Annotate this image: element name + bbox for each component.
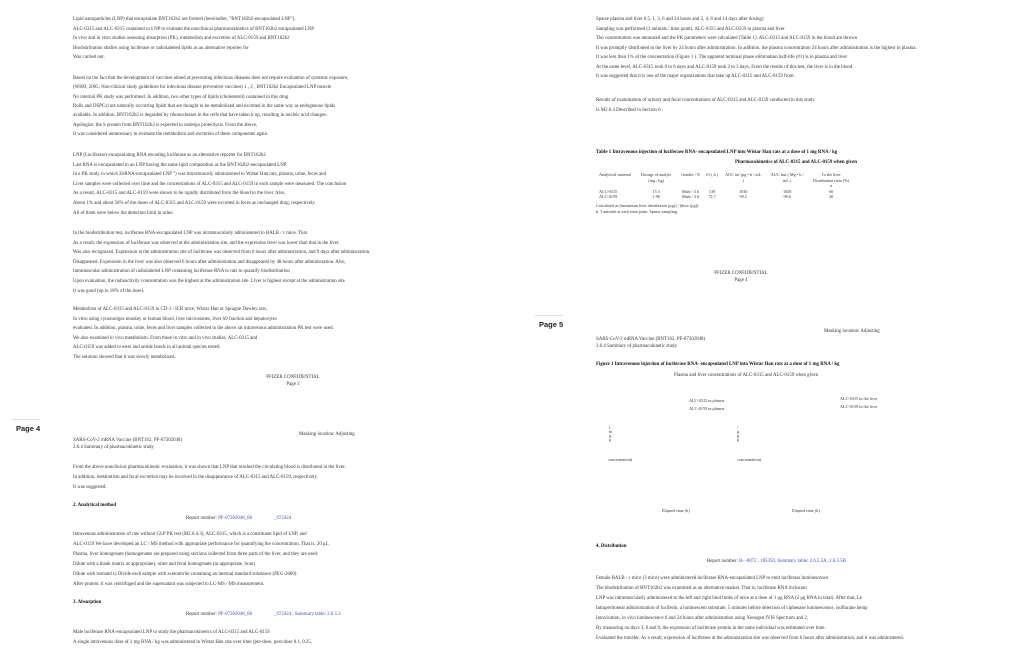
intro-line: ALC-0315 and ALC-0315 contained in LNP to evaluate the nonclinical pharmacokinetics of BNT162b2 encapsulated LNP	[73, 26, 315, 32]
y-axis-label-right: concentration)	[737, 457, 762, 462]
biodistribution-line: In the biodistribution test, luciferase RNA-encapsulated LNP was intramuscularly administered to BALB / c mice. That	[73, 231, 308, 236]
luciferase-pk-line: Last RNA is encapsulated in an LNP having the same lipid composition as the BNT162b2-encapsulated LNP.	[73, 162, 288, 168]
figure1-subtitle-text: Plasma and liver concentrations of ALC-0315 and ALC-0159 when given	[673, 373, 819, 378]
legend-left-1: ALC-0315 in plasma	[689, 398, 725, 403]
pk-table-cell: Male / 3 b	[681, 188, 700, 194]
sampling-line: It was less than 1% of the concentration (Figure 1 ). The apparent terminal phase elimination half-life (t½) is in plasma and liver	[596, 55, 848, 60]
distribution-line: Intraperitoneal administration of luciferin, a luminescent substrate, 5 minutes before detection of ciphenase luminescence, isoflurane hemp	[596, 606, 868, 611]
distribution-heading: 4. Distribution	[596, 544, 627, 549]
report-number-1	[186, 516, 291, 522]
distribution-line: Evaluated the transfer. As a result, expression of luciferase at the administration site was observed from 6 hours after administration, and it was administered.	[596, 636, 904, 641]
pk-table-header-cell: Gender / N	[681, 172, 700, 177]
page-4-label: Page 4	[16, 424, 41, 433]
figure1-subtitle	[596, 373, 896, 379]
luciferase-pk-line: Liver samples were collected over time and the concentrations of ALC-0315 and ALC-0159 in each sample were measured. The conclusion	[73, 181, 347, 187]
metabolism-line: evaluated. In addition, plasma, urine, feces and liver samples collected in the above rat intravenous administration PK test were used.	[73, 326, 334, 332]
sampling-line: The concentration was measured and the PK parameters were calculated (Table 1). ALC-0315 and ALC-0159 in the blood are thrown	[596, 36, 858, 41]
analytical-line: ALC-0159 We have developed an LC / MS method with appropriate performance for quantifying the concentration. That is, 20 μL	[73, 542, 329, 547]
pk-table-header-cell: AUC last ( Mg • h / mL )	[770, 172, 804, 183]
analytical-line: After protein, it was centrifuged and the supernatant was subjected to LC-MS / MS measurement.	[73, 582, 265, 587]
analytical-line: Dilute with isomatrix) Divide each sample with acetonitrile containing an internal standard substance (PEG-2000)	[73, 572, 297, 577]
page-4-rule	[12, 419, 40, 420]
intro-line: Lipid nanoparticles (LNP) that encapsulate BNT162b2 are formed (hereinafter, "BNT162b2-encapsulated LNP").	[73, 17, 296, 22]
report-link-1[interactable]: PF-07302048_06	[218, 516, 253, 521]
luciferase-pk-line: All of them were below the detection limit in urine.	[73, 210, 174, 216]
metabolism-line: In vitro using cynomolgus monkey or human blood, liver microsomes, liver S9 fraction and hepatocytes	[73, 316, 277, 322]
p5-header-line-2: 2.6.4 Summary of pharmacokinetic study	[596, 344, 677, 349]
distribution-line: Intoxication, in vivo luminescence 6 and 24 hours after administration using Xenogen IVIS Spectrum and 2,	[596, 616, 809, 621]
metabolism-line: The solution showed that it was slowly metabolized.	[73, 355, 176, 360]
p4-header-line-1: SARS-CoV-2 mRNA Vaccine (BNT162, PF-07302048)	[73, 438, 183, 443]
intro-line: Biodistribution studies using luciferase or radiolabeled lipids as an alternative reporter for	[73, 45, 249, 51]
report-link-2[interactable]: PF-07302048_06	[218, 612, 253, 617]
exposure-line: Apologize, the S protein from BNT162b2 is expected to undergo proteolysis. From the above,	[73, 122, 258, 128]
masking-location-p4: Masking location: Adjusting	[299, 432, 355, 437]
p4-summary-line: In addition, metabolism and fecal excretion may be involved in the disappearance of ALC-0315 and ALC-0159, respectively.	[73, 475, 318, 480]
pk-table-cell: 20	[829, 194, 834, 199]
table1-note-2: b. 3 animals at each time point. Sparse sampling.	[596, 209, 678, 214]
analytical-line: Dilute with a blank matrix as appropriate), urine and fecal homogenate (as appropriate, bran)	[73, 562, 255, 567]
report-suffix-2: _072424 , Summary table: 2.6.5.3	[274, 612, 341, 617]
pk-table-cell: 139	[708, 188, 716, 194]
pk-table-header-row	[596, 172, 853, 189]
absorption-heading: 3. Absorption	[73, 600, 102, 605]
footer-confidential-left: PFIZER CONFIDENTIAL	[266, 375, 320, 380]
masking-location-p5: Masking location: Adjusting	[824, 329, 880, 334]
absorption-line: Male luciferase RNA-encapsulated LNP to study the pharmacokinetics of ALC-0315 and ALC-0159	[73, 630, 270, 635]
luciferase-pk-line: In a PK study in which ZeRNA-encapsulated LNP ") was intravenously administered to Wistar Han rats, plasma, urine, feces and	[73, 172, 327, 178]
intro-line: Was carried out.	[73, 55, 105, 60]
pk-table-header-cell: t½ ( h )	[705, 172, 719, 177]
report-number-prefix: Report number:	[186, 612, 219, 617]
exposure-line: Based on the fact that the development of vaccines aimed at preventing infectious diseases does not require evaluation of systemic exposure,	[73, 76, 349, 81]
report-suffix-1: _072424	[274, 516, 292, 521]
y-axis-label-left: concentration)	[608, 457, 633, 462]
biodistribution-line: Disappeared. Expression in the liver was also observed 6 hours after administration and disappeared by 48 hours after administration. Also,	[73, 259, 346, 265]
pk-table-header-cell: AUC inf (μg • h / mL )	[725, 172, 762, 183]
exposure-line: Rolls and DSPCs) are naturally occurring lipids that are thought to be metabolized and excreted in the same way as endogenous lipids	[73, 103, 336, 109]
report-number-2	[186, 612, 341, 618]
pk-table-cell: 15.3	[652, 188, 660, 194]
distribution-line: Female BALB / c mice (3 mice) were administered luciferase RNA-encapsulated LNP to emit luciferase luminescence.	[596, 576, 830, 581]
biodistribution-line: Intramuscular administration of radiolabeled LNP containing luciferase RNA to rats to quantify biodistribution	[73, 269, 290, 275]
figure1-title: Figure 1 Intravenous injection of luciferase RNA- encapsulated LNP into Wistar Han rats at a dose of 1 mg RNA / kg	[596, 362, 840, 367]
report-number-3	[707, 559, 846, 565]
legend-left-2: ALC-0159 in plasma	[689, 406, 725, 411]
table1-title: Table 1 Intravenous injection of luciferase RNA- encapsulated LNP into Wistar Han rats at a dose of 1 mg RNA / kg	[596, 150, 838, 155]
pk-table-cell: Male / 3 b	[681, 194, 700, 199]
biodistribution-line: As a result, the expression of luciferase was observed at the administration site, and the expression level was lower than that in the liver.	[73, 240, 340, 246]
sampling-line: It was suggested that it is one of the major organizations that take up ALC-0315 and ALC-0159 from.	[596, 74, 795, 79]
pk-table-cell: 1.96	[652, 194, 660, 199]
luciferase-pk-line: About 1% and about 50% of the doses of ALC-0315 and ALC-0159 were excreted in feces as unchanged drug, respectively.	[73, 201, 316, 206]
biodistribution-line: Was also recognized. Expression at the administration site of luciferase was observed from 6 hours after administration, and 9 days after administration.	[73, 250, 371, 256]
left-document-column	[73, 0, 513, 663]
pk-table-cell: 60	[829, 188, 834, 194]
table1-note-1: Calculated as [maximum liver distribution (μg)] / [dose (μg)]	[596, 203, 699, 208]
pk-table-cell: 98.6	[783, 194, 791, 199]
report-number-prefix: Report number:	[186, 516, 219, 521]
pk-table-row	[596, 194, 853, 200]
pk-table-cell: 1030	[738, 188, 748, 194]
distribution-line: LNP was intramuscularly administered to the left and right hind limbs of mice at a dose of 1 μg RNA (2 μg RNA in total). After that, Le	[596, 596, 862, 601]
sampling-line: At the same level, ALC-0315 took 6 to 8 days and ALC-0159 took 2 to 3 days. From the results of this test, the liver is in the blood	[596, 64, 853, 70]
urinary-line: Is M2.6.4 Described in Section 6 .	[596, 107, 663, 113]
legend-right-2: ALC-0159 in the liver	[840, 404, 878, 409]
metabolism-line: ALC-0159 was added to ester and amide bonds in all animal species tested.	[73, 345, 221, 351]
p4-header-line-2: 2.6.4 Summary of pharmacokinetic study	[73, 445, 154, 450]
p5-header-line-1: SARS-CoV-2 mRNA Vaccine (BNT162, PF-07302048)	[596, 337, 706, 342]
pk-table-header-cell: To the liver Distribution ratio (%) a	[813, 172, 850, 188]
pk-table-cell: 99.2	[739, 194, 747, 199]
table1-subtitle: Pharmacokinetics of ALC-0315 and ALC-0159 when given	[735, 160, 857, 165]
pk-table	[596, 172, 853, 200]
y-axis-glyphs-right: / g g µ	[737, 425, 740, 442]
metabolism-line: We also examined in vivo metabolism. From these in vitro and in vivo studies, ALC-0315 and	[73, 335, 258, 341]
exposure-line: No internal PK study was performed. In addition, two other types of lipids (cholesterol) contained in this drug	[73, 94, 289, 100]
report-number-prefix: Report number:	[707, 559, 740, 564]
figure1-panels	[596, 396, 1014, 514]
luciferase-pk-line: As a result, ALC-0315 and ALC-0159 were shown to be rapidly distributed from the blood to the liver. Also,	[73, 191, 286, 197]
intro-line: In vivo and in vitro studies assessing absorption (PK), metabolism and excretion of ALC-0159 and BNT162b2	[73, 36, 290, 41]
report-link-3[interactable]: R- -0072 , 185350, Summary table: 2.6.5.5A, 2.6.5.5B	[739, 559, 846, 564]
absorption-line: A single intravenous dose of 1 mg RNA / kg was administered to Wistar Han rats over time (pre-dose, post-dose 0.1, 0.25,	[73, 640, 313, 645]
page-5-rule	[535, 315, 563, 316]
page-5-label: Page 5	[539, 320, 564, 329]
sampling-line: Sampling was performed (3 animals / time point). ALC-0315 and ALC-0159 in plasma and liver	[596, 26, 785, 32]
exposure-line: It was considered unnecessary to evaluate the metabolism and excretion of these components again.	[73, 131, 269, 137]
urinary-line: Results of examination of urinary and fecal concentrations of ALC-0315 and ALC-0159 conducted in this study	[596, 98, 815, 103]
sampling-line: It was promptly distributed to the liver by 24 hours after administration. In addition, the plasma concentration 24 hours after administration is the highest in plasma.	[596, 45, 917, 51]
p4-summary-line: It was suggested.	[73, 485, 107, 490]
right-document-column	[596, 0, 1014, 663]
y-axis-glyphs-left: l m g µ	[609, 425, 613, 442]
p4-summary-line: From the above nonclinical pharmacokinetic evaluation, it was shown that LNP that reached the circulating blood is distributed in the liver.	[73, 465, 346, 470]
pk-table-cell: 72.7	[708, 194, 716, 199]
analytical-line: Intravenous administration of rats without GLP PK test (M2.6.4.3), ALC-0315, which is a constituent lipid of LNP, and	[73, 532, 307, 537]
analytical-line: Plasma, liver homogenate (homogenates are prepared using sections collected from three parts of the liver, and they are used.	[73, 552, 319, 557]
legend-right-1: ALC-0315 in the liver	[840, 396, 878, 401]
pk-table-cell: ALC-0315	[599, 188, 618, 194]
biodistribution-line: It was good (up to 18% of the dose).	[73, 288, 145, 294]
luciferase-pk-line: LNP (Luciferase) encapsulating RNA encoding luciferase as an alternative reporter for BNT162b2	[73, 153, 266, 158]
biodistribution-line: Upon evaluation, the radioactivity concentration was the highest at the administration site. Liver is highest except at the administration site	[73, 279, 345, 284]
exposure-line: available. In addition, BNT162b2 is degraded by ribonucleases in the cells that have taken it up, resulting in nucleic acid changes.	[73, 113, 328, 119]
pk-table-header-cell: Analytical material	[599, 172, 632, 177]
sampling-line: Sparse plasma and liver 0.5, 1, 3, 6 and 24 hours and 2, 4, 8 and 14 days after dosing)	[596, 17, 764, 22]
x-axis-label-left: Elapsed time (h)	[662, 508, 690, 513]
metabolism-line: Metabolism of ALC-0315 and ALC-0159 in CD-1 / ICR mice, Wistar Han or Sprague Dawley rats,	[73, 307, 268, 312]
footer-page-left: Page 3	[286, 382, 300, 387]
analytical-method-heading: 2. Analytical method	[73, 503, 117, 508]
pk-table-cell: 1020	[782, 188, 792, 194]
exposure-line: (WHO, 2005; Non-clinical study guidelines for infectious disease preventive vaccines) 1 , 2 , BNT162b2 Encapsulated LNP muscle	[73, 85, 332, 91]
x-axis-label-right: Elapsed time (h)	[792, 508, 820, 513]
distribution-line: By measuring on days 3, 6 and 9, the expression of luciferase protein in the same individual was estimated over time.	[596, 626, 826, 631]
pk-table-header-cell: Dosage of analyte (mg / kg)	[641, 172, 672, 183]
footer-page-right: Page 4	[734, 278, 748, 283]
distribution-line: The biodistribution of BNT162b2 was examined as an alternative marker. That is, luciferase RNA inclusion	[596, 586, 807, 591]
footer-confidential-right: PFIZER CONFIDENTIAL	[714, 271, 768, 276]
pk-table-cell: ALC-0159	[599, 194, 618, 199]
